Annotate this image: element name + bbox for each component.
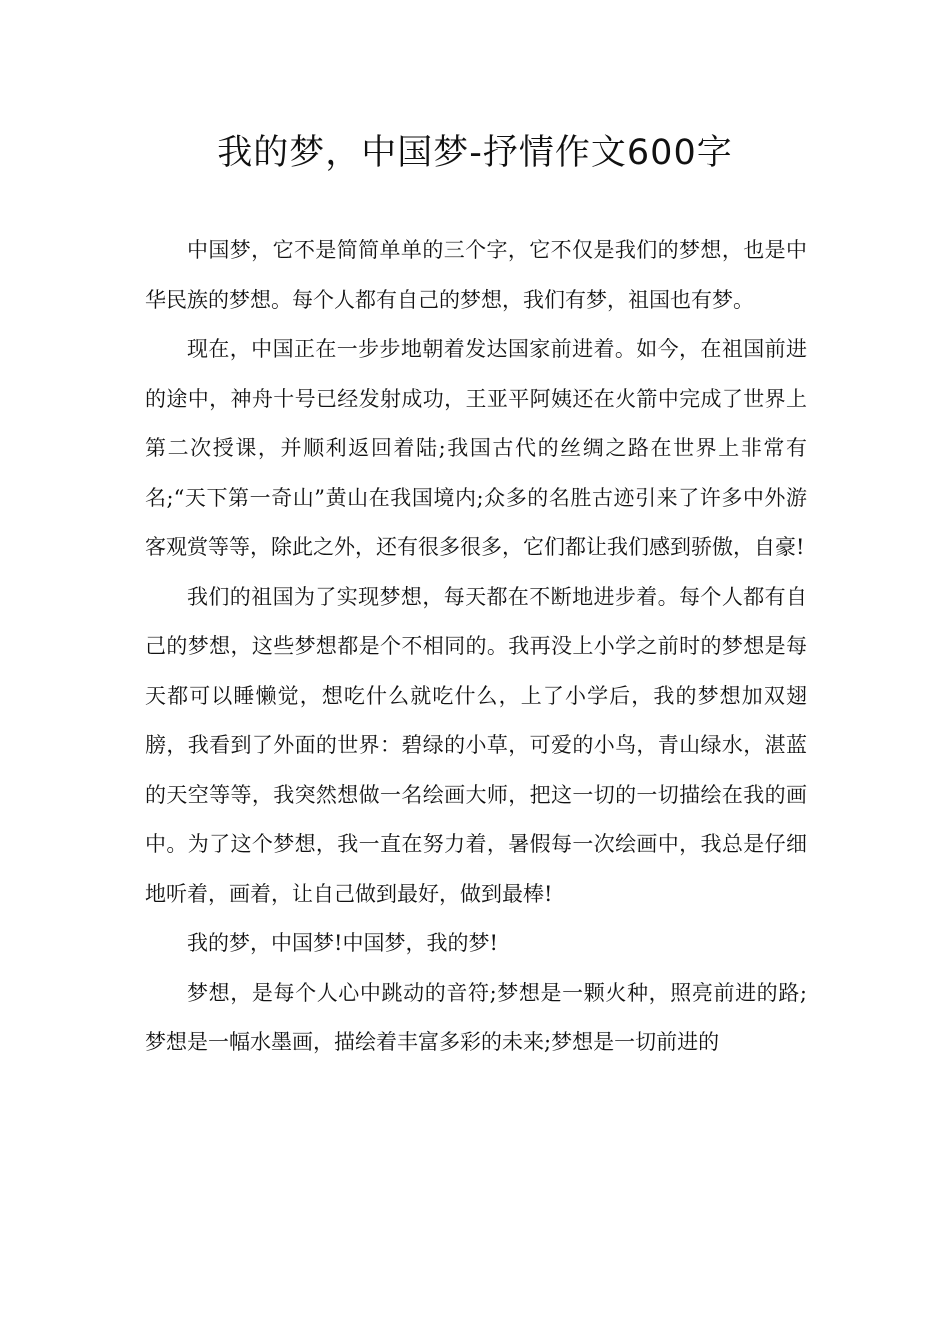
paragraph-4: 我的梦，中国梦!中国梦，我的梦! [187,931,498,955]
paragraph-1: 中国梦，它不是简简单单的三个字，它不仅是我们的梦想，也是中华民族的梦想。每个人都有自己的梦想，我们有梦，祖国也有梦。 [145,238,807,312]
paragraph-2: 现在，中国正在一步步地朝着发达国家前进着。如今，在祖国前进的途中，神舟十号已经发射成功，王亚平阿姨还在火箭中完成了世界上第二次授课，并顺利返回着陆;我国古代的丝绸之路在世界上非常有名;“天下第一奇山”黄山在我国境内;众多的名胜古迹引来了许多中外游客观赏等等，除此之外，还有很多很多，它们都让我们感到骄傲，自豪! [145,337,807,559]
paragraph-5: 梦想，是每个人心中跳动的音符;梦想是一颗火种，照亮前进的路;梦想是一幅水墨画，描绘着丰富多彩的未来;梦想是一切前进的 [145,980,807,1054]
document-title: 我的梦，中国梦-抒情作文600字 [217,133,733,173]
paragraph-3: 我们的祖国为了实现梦想，每天都在不断地进步着。每个人都有自己的梦想，这些梦想都是个不相同的。我再没上小学之前时的梦想是每天都可以睡懒觉，想吃什么就吃什么，上了小学后，我的梦想加双翅膀，我看到了外面的世界：碧绿的小草，可爱的小鸟，青山绿水，湛蓝的天空等等，我突然想做一名绘画大师，把这一切的一切描绘在我的画中。为了这个梦想，我一直在努力着，暑假每一次绘画中，我总是仔细地听着，画着，让自己做到最好，做到最棒! [145,584,807,906]
document-body [145,226,807,1068]
